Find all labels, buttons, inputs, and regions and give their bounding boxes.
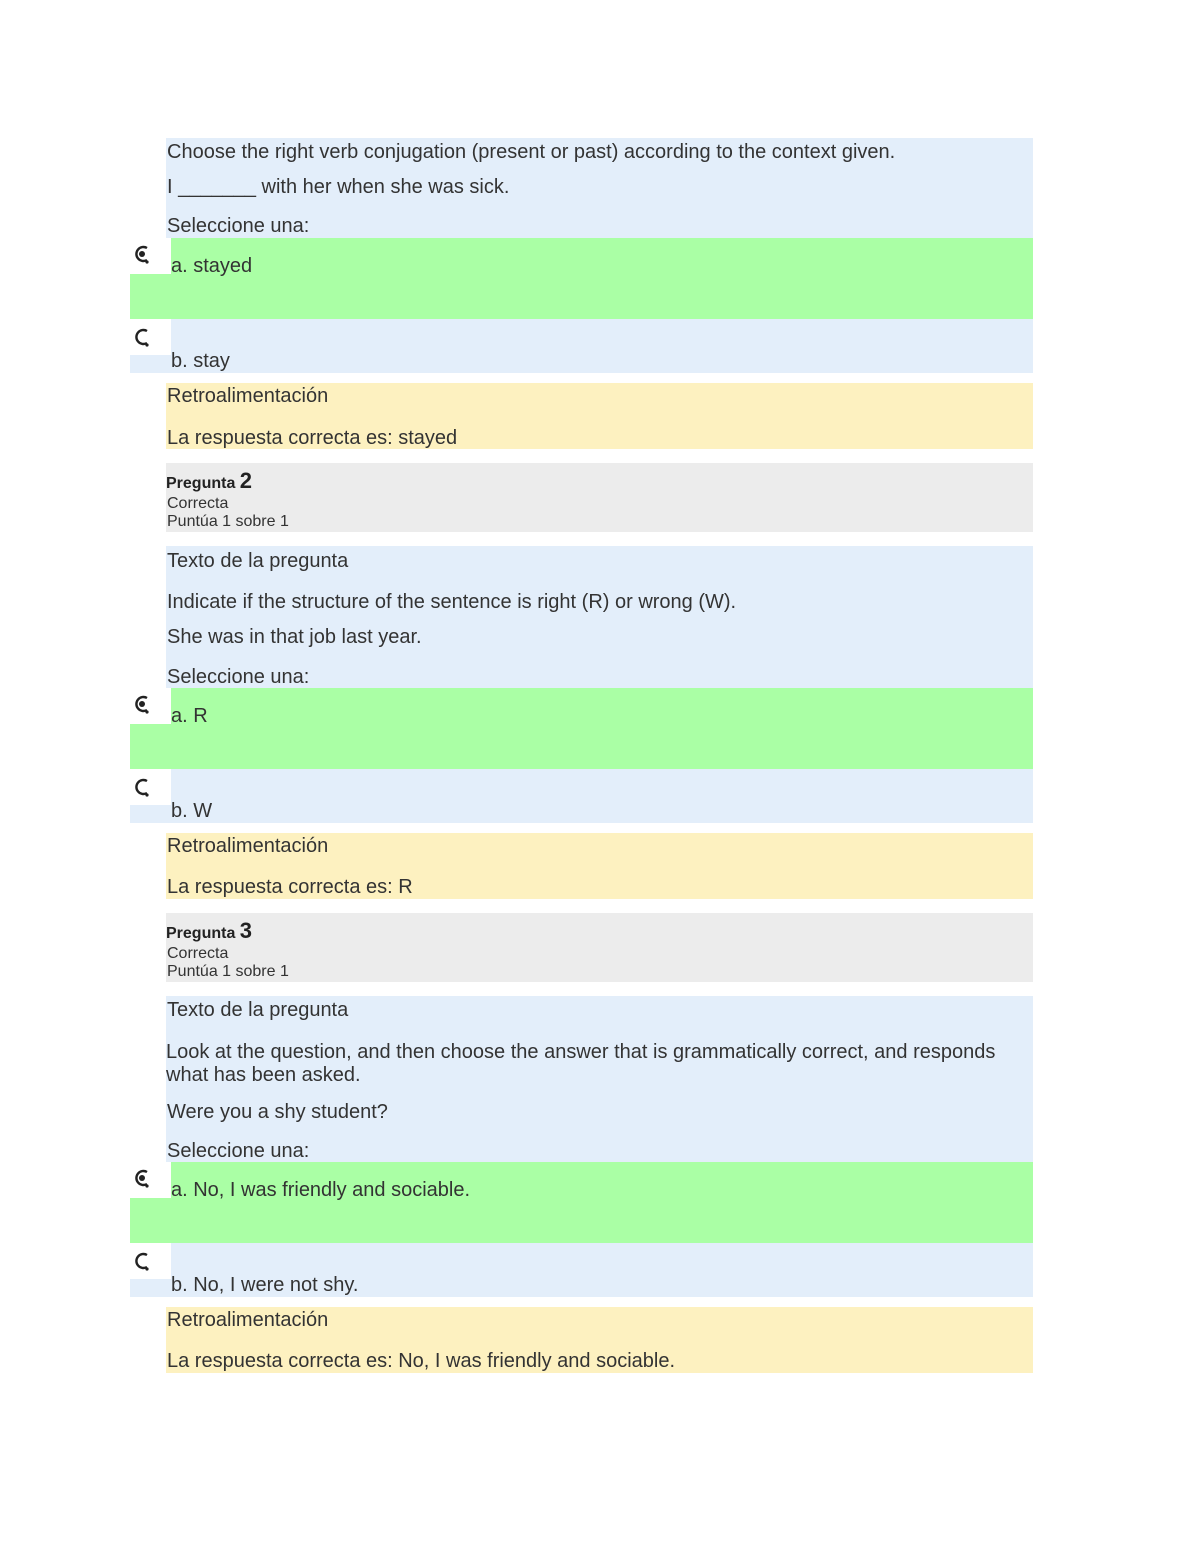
question-2-feedback-title: Retroalimentación <box>167 835 329 857</box>
question-2-option-a-row <box>130 724 1033 769</box>
question-3-option-a-row <box>130 1198 1033 1243</box>
question-1-prompt: Choose the right verb conjugation (present or past) according to the context given. <box>167 141 896 163</box>
question-1-option-a[interactable] <box>171 238 1033 274</box>
question-2-select-label: Seleccione una: <box>167 666 310 688</box>
question-2-option-b-row <box>130 805 1033 823</box>
radio-unselected-icon[interactable] <box>132 327 152 347</box>
question-3-sentence: Were you a shy student? <box>167 1101 388 1123</box>
question-3-prompt: Look at the question, and then choose the answer that is grammatically correct, and responds what has been asked. <box>166 1041 996 1086</box>
question-1-option-a-row <box>130 274 1033 319</box>
radio-unselected-icon[interactable] <box>132 777 152 797</box>
radio-selected-icon[interactable] <box>132 694 152 714</box>
question-3-status: Correcta <box>167 945 229 962</box>
question-number: 2 <box>239 468 253 493</box>
question-word: Pregunta <box>166 925 236 942</box>
question-1-option-b-label[interactable]: b. stay <box>171 350 230 372</box>
question-1-select-label: Seleccione una: <box>167 215 310 237</box>
question-3-option-a-label[interactable]: a. No, I was friendly and sociable. <box>171 1179 471 1201</box>
radio-unselected-icon[interactable] <box>132 1251 152 1271</box>
question-1-option-b-row <box>130 355 1033 373</box>
question-1-option-a-label[interactable]: a. stayed <box>171 255 253 277</box>
question-3-title <box>166 918 252 944</box>
question-2-option-b-label[interactable]: b. W <box>171 800 213 822</box>
question-3-select-label: Seleccione una: <box>167 1140 310 1162</box>
question-1-feedback-title: Retroalimentación <box>167 385 329 407</box>
question-2-option-a-label[interactable]: a. R <box>171 705 208 727</box>
question-1-feedback-answer: La respuesta correcta es: stayed <box>167 427 458 449</box>
question-2-score: Puntúa 1 sobre 1 <box>167 513 289 530</box>
question-2-title <box>166 468 252 494</box>
question-2-prompt: Indicate if the structure of the sentence is right (R) or wrong (W). <box>167 591 737 613</box>
question-2-option-a[interactable] <box>171 688 1033 724</box>
question-3-option-b-label[interactable]: b. No, I were not shy. <box>171 1274 359 1296</box>
question-word: Pregunta <box>166 475 236 492</box>
question-2-status: Correcta <box>167 495 229 512</box>
question-1-option-b[interactable] <box>171 319 1033 355</box>
question-2-sentence: She was in that job last year. <box>167 626 422 648</box>
radio-selected-icon[interactable] <box>132 1168 152 1188</box>
question-2-text-label: Texto de la pregunta <box>167 550 349 572</box>
question-2-header <box>166 463 1033 532</box>
question-3-feedback-title: Retroalimentación <box>167 1309 329 1331</box>
question-3-text-label: Texto de la pregunta <box>167 999 349 1021</box>
question-number: 3 <box>239 918 253 943</box>
question-3-feedback-answer: La respuesta correcta es: No, I was friendly and sociable. <box>167 1350 676 1372</box>
question-1-sentence: I _______ with her when she was sick. <box>167 176 510 198</box>
question-2-option-b[interactable] <box>171 769 1033 805</box>
question-3-score: Puntúa 1 sobre 1 <box>167 963 289 980</box>
question-3-header <box>166 913 1033 982</box>
radio-selected-icon[interactable] <box>132 244 152 264</box>
question-2-feedback-answer: La respuesta correcta es: R <box>167 876 413 898</box>
